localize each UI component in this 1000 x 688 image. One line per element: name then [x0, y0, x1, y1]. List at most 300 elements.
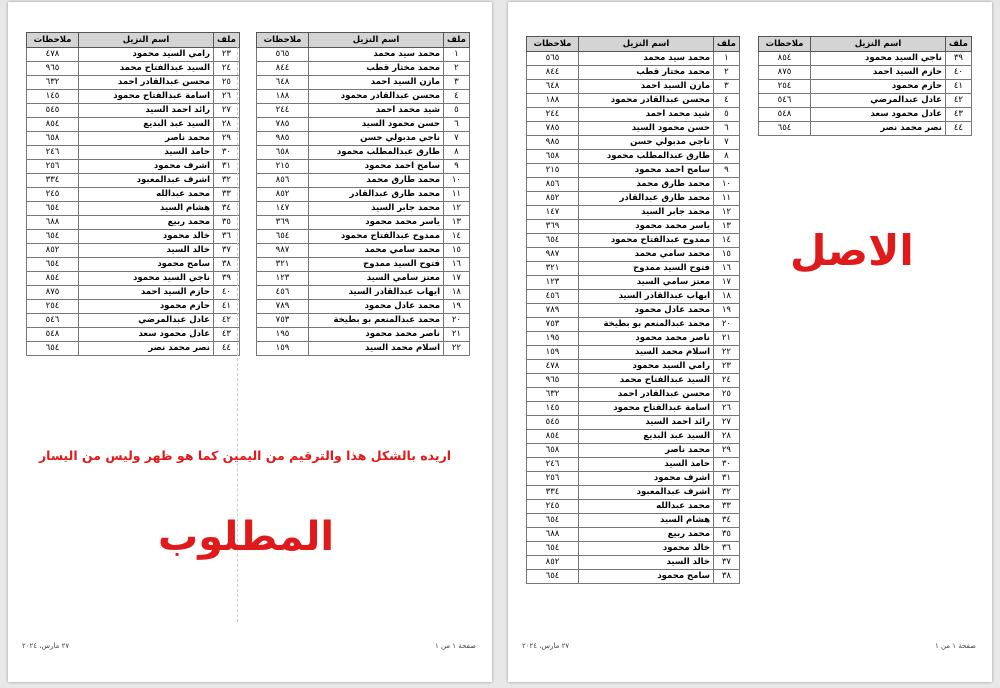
table-row [527, 192, 740, 206]
notes-cell: ٧٨٩ [527, 304, 579, 318]
notes-cell: ٢٥٤ [759, 80, 811, 94]
file-number-cell: ٣٠ [214, 146, 240, 160]
inmate-name-cell: محمد جابر السيد [309, 202, 444, 216]
file-number-cell: ٢٦ [714, 402, 740, 416]
file-number-cell: ٣٨ [214, 258, 240, 272]
table-row [257, 216, 470, 230]
inmate-name-cell: سامح محمود [79, 258, 214, 272]
notes-cell: ٨٥٢ [27, 244, 79, 258]
notes-cell: ٨٥٢ [257, 188, 309, 202]
table-row [759, 52, 972, 66]
notes-cell: ٨٥٤ [27, 272, 79, 286]
file-number-cell: ٤٠ [946, 66, 972, 80]
inmate-name-cell: حسن محمود السيد [309, 118, 444, 132]
inmate-name-cell: خالد محمود [79, 230, 214, 244]
notes-cell: ٦٥٤ [27, 202, 79, 216]
table-row [257, 230, 470, 244]
file-number-cell: ٤٤ [946, 122, 972, 136]
file-number-cell: ٣٦ [214, 230, 240, 244]
file-number-cell: ٣٢ [214, 174, 240, 188]
file-number-cell: ١٧ [444, 272, 470, 286]
header-file: ملف [714, 37, 740, 52]
table-row [527, 416, 740, 430]
file-number-cell: ٢١ [714, 332, 740, 346]
file-number-cell: ٢٨ [714, 430, 740, 444]
table-row [527, 556, 740, 570]
inmate-name-cell: محمد مختار قطب [309, 62, 444, 76]
notes-cell: ٦٨٨ [27, 216, 79, 230]
inmate-name-cell: السيد عبدالفتاح محمد [579, 374, 714, 388]
file-number-cell: ٩ [444, 160, 470, 174]
inmate-name-cell: حسن محمود السيد [579, 122, 714, 136]
notes-cell: ٩٦٥ [527, 374, 579, 388]
file-number-cell: ٣٩ [214, 272, 240, 286]
table-row [527, 290, 740, 304]
file-number-cell: ٢ [444, 62, 470, 76]
notes-cell: ٦٥٤ [257, 230, 309, 244]
notes-cell: ١٤٥ [27, 90, 79, 104]
file-number-cell: ٤ [444, 90, 470, 104]
table-row [257, 62, 470, 76]
file-number-cell: ٢٤ [714, 374, 740, 388]
notes-cell: ٤٧٨ [527, 360, 579, 374]
notes-cell: ٢٤٥ [27, 188, 79, 202]
inmate-name-cell: خالد السيد [579, 556, 714, 570]
table-row [527, 206, 740, 220]
notes-cell: ٨٧٥ [759, 66, 811, 80]
inmate-name-cell: ناصر محمد محمود [579, 332, 714, 346]
table-row [527, 332, 740, 346]
roster-table-39-44 [758, 36, 972, 136]
notes-cell: ٧٨٥ [527, 122, 579, 136]
file-number-cell: ٤٤ [214, 342, 240, 356]
notes-cell: ٦٥٤ [27, 342, 79, 356]
inmate-name-cell: رائد احمد السيد [79, 104, 214, 118]
table-row [257, 104, 470, 118]
notes-cell: ٣٣٤ [27, 174, 79, 188]
notes-cell: ١٨٨ [257, 90, 309, 104]
notes-cell: ٢٤٤ [527, 108, 579, 122]
notes-cell: ٩٨٧ [257, 244, 309, 258]
table-row [257, 188, 470, 202]
file-number-cell: ٣٢ [714, 486, 740, 500]
file-number-cell: ١١ [444, 188, 470, 202]
table-row [27, 244, 240, 258]
file-number-cell: ١ [714, 52, 740, 66]
notes-cell: ٩٦٥ [27, 62, 79, 76]
file-number-cell: ١٧ [714, 276, 740, 290]
notes-cell: ٦٥٨ [527, 444, 579, 458]
table-row [527, 108, 740, 122]
inmate-name-cell: محمد عبدالمنعم بو بطيخة [579, 318, 714, 332]
header-name: اسم النزيل [579, 37, 714, 52]
inmate-name-cell: هشام السيد [579, 514, 714, 528]
file-number-cell: ٣٣ [214, 188, 240, 202]
file-number-cell: ٢٧ [214, 104, 240, 118]
inmate-name-cell: اسلام محمد السيد [579, 346, 714, 360]
file-number-cell: ٤٢ [214, 314, 240, 328]
notes-cell: ٨٥٦ [527, 178, 579, 192]
inmate-name-cell: مازن السيد احمد [309, 76, 444, 90]
file-number-cell: ١٤ [444, 230, 470, 244]
notes-cell: ٢٥٦ [27, 160, 79, 174]
file-number-cell: ١٠ [714, 178, 740, 192]
inmate-name-cell: حامد السيد [579, 458, 714, 472]
inmate-name-cell: سامح احمد محمود [579, 164, 714, 178]
table-row [257, 286, 470, 300]
inmate-name-cell: عادل محمود سعد [79, 328, 214, 342]
file-number-cell: ٢٥ [714, 388, 740, 402]
table-row [527, 486, 740, 500]
inmate-name-cell: اشرف عبدالمعبود [579, 486, 714, 500]
table-row [257, 258, 470, 272]
notes-cell: ٢١٥ [257, 160, 309, 174]
notes-cell: ١٩٥ [257, 328, 309, 342]
notes-cell: ٦٥٨ [527, 150, 579, 164]
table-row [27, 174, 240, 188]
file-number-cell: ٢٩ [214, 132, 240, 146]
roster-table-1-38 [526, 36, 740, 584]
file-number-cell: ١٢ [444, 202, 470, 216]
table-row [527, 430, 740, 444]
inmate-name-cell: حازم محمود [79, 300, 214, 314]
table-row [527, 52, 740, 66]
header-file: ملف [214, 33, 240, 48]
notes-cell: ١٢٣ [527, 276, 579, 290]
table-row [27, 160, 240, 174]
table-header-row [257, 33, 470, 48]
inmate-name-cell: اشرف محمود [79, 160, 214, 174]
footer-page-number: صفحة ١ من ١ [934, 642, 976, 650]
notes-cell: ٢٥٤ [27, 300, 79, 314]
inmate-name-cell: ايهاب عبدالقادر السيد [579, 290, 714, 304]
notes-cell: ٣٦٩ [527, 220, 579, 234]
inmate-name-cell: سامح محمود [579, 570, 714, 584]
table-row [27, 202, 240, 216]
roster-table-1-22 [256, 32, 470, 356]
notes-cell: ١٨٨ [527, 94, 579, 108]
inmate-name-cell: محسن عبدالقادر محمود [309, 90, 444, 104]
notes-cell: ١٥٩ [257, 342, 309, 356]
table-row [527, 234, 740, 248]
table-row [257, 76, 470, 90]
file-number-cell: ٢٣ [214, 48, 240, 62]
notes-cell: ٤٥٦ [527, 290, 579, 304]
file-number-cell: ٣٤ [214, 202, 240, 216]
inmate-name-cell: اسامة عبدالفتاح محمود [579, 402, 714, 416]
footer-date: ٢٧ مارس، ٢٠٢٤ [22, 642, 70, 650]
inmate-name-cell: محسن عبدالقادر محمود [579, 94, 714, 108]
table-row [527, 570, 740, 584]
file-number-cell: ١٦ [444, 258, 470, 272]
file-number-cell: ٦ [714, 122, 740, 136]
notes-cell: ٧٥٣ [257, 314, 309, 328]
notes-cell: ٧٥٣ [527, 318, 579, 332]
file-number-cell: ٨ [714, 150, 740, 164]
table-row [257, 244, 470, 258]
notes-cell: ٥٤٥ [27, 104, 79, 118]
file-number-cell: ٣٦ [714, 542, 740, 556]
required-label: المطلوب [158, 514, 335, 560]
file-number-cell: ١ [444, 48, 470, 62]
notes-cell: ٨٧٥ [27, 286, 79, 300]
table-row [257, 174, 470, 188]
file-number-cell: ١٤ [714, 234, 740, 248]
notes-cell: ٢٥٦ [527, 472, 579, 486]
footer-page-number: صفحة ١ من ١ [434, 642, 476, 650]
file-number-cell: ٣٠ [714, 458, 740, 472]
file-number-cell: ٣٤ [714, 514, 740, 528]
table-row [527, 514, 740, 528]
notes-cell: ١٥٩ [527, 346, 579, 360]
inmate-name-cell: طارق عبدالمطلب محمود [579, 150, 714, 164]
header-file: ملف [946, 37, 972, 52]
inmate-name-cell: محمد ناصر [579, 444, 714, 458]
notes-cell: ٦٣٢ [527, 388, 579, 402]
notes-cell: ٢٤٦ [27, 146, 79, 160]
file-number-cell: ٣٥ [214, 216, 240, 230]
notes-cell: ٩٨٥ [527, 136, 579, 150]
notes-cell: ٦٥٤ [527, 514, 579, 528]
table-row [527, 318, 740, 332]
file-number-cell: ٣٧ [714, 556, 740, 570]
file-number-cell: ٤١ [946, 80, 972, 94]
notes-cell: ٣٣٤ [527, 486, 579, 500]
table-row [27, 146, 240, 160]
table-row [527, 276, 740, 290]
notes-cell: ٥٤٦ [759, 94, 811, 108]
notes-cell: ١٤٧ [527, 206, 579, 220]
notes-cell: ٢٤٥ [527, 500, 579, 514]
table-row [257, 328, 470, 342]
table-row [759, 80, 972, 94]
notes-cell: ١٢٣ [257, 272, 309, 286]
table-row [257, 90, 470, 104]
header-name: اسم النزيل [79, 33, 214, 48]
file-number-cell: ٤٢ [946, 94, 972, 108]
inmate-name-cell: خالد محمود [579, 542, 714, 556]
inmate-name-cell: محمد ربيع [579, 528, 714, 542]
table-row [257, 118, 470, 132]
file-number-cell: ٢٥ [214, 76, 240, 90]
inmate-name-cell: محمد عبدالله [579, 500, 714, 514]
inmate-name-cell: محمد سيد محمد [309, 48, 444, 62]
inmate-name-cell: اسلام محمد السيد [309, 342, 444, 356]
table-row [257, 342, 470, 356]
table-row [759, 108, 972, 122]
table-row [759, 94, 972, 108]
table-row [27, 76, 240, 90]
inmate-name-cell: رائد احمد السيد [579, 416, 714, 430]
table-row [27, 300, 240, 314]
table-row [27, 272, 240, 286]
table-row [527, 388, 740, 402]
table-row [527, 402, 740, 416]
table-row [759, 66, 972, 80]
file-number-cell: ١١ [714, 192, 740, 206]
file-number-cell: ٢٩ [714, 444, 740, 458]
notes-cell: ١٩٥ [527, 332, 579, 346]
instruction-text: اريده بالشكل هذا والترقيم من اليمين كما هو ظهر وليس من اليسار [38, 448, 452, 463]
table-row [527, 542, 740, 556]
notes-cell: ٩٨٧ [527, 248, 579, 262]
file-number-cell: ٥ [714, 108, 740, 122]
file-number-cell: ٤٣ [214, 328, 240, 342]
file-number-cell: ٢٢ [714, 346, 740, 360]
inmate-name-cell: طارق عبدالمطلب محمود [309, 146, 444, 160]
file-number-cell: ٤ [714, 94, 740, 108]
file-number-cell: ١٦ [714, 262, 740, 276]
file-number-cell: ١٣ [714, 220, 740, 234]
header-notes: ملاحظات [27, 33, 79, 48]
header-name: اسم النزيل [309, 33, 444, 48]
file-number-cell: ١٨ [444, 286, 470, 300]
file-number-cell: ٢٣ [714, 360, 740, 374]
notes-cell: ٦٥٤ [527, 234, 579, 248]
table-row [27, 104, 240, 118]
inmate-name-cell: اشرف محمود [579, 472, 714, 486]
notes-cell: ٥٤٨ [27, 328, 79, 342]
table-row [27, 258, 240, 272]
file-number-cell: ٣١ [214, 160, 240, 174]
inmate-name-cell: هشام السيد [79, 202, 214, 216]
inmate-name-cell: السيد عبد البديع [79, 118, 214, 132]
notes-cell: ٨٥٤ [27, 118, 79, 132]
inmate-name-cell: محمد عادل محمود [309, 300, 444, 314]
table-row [527, 500, 740, 514]
inmate-name-cell: ناصر محمد محمود [309, 328, 444, 342]
table-row [527, 220, 740, 234]
inmate-name-cell: مازن السيد احمد [579, 80, 714, 94]
file-number-cell: ٩ [714, 164, 740, 178]
file-number-cell: ٣٥ [714, 528, 740, 542]
table-row [27, 230, 240, 244]
file-number-cell: ١٥ [714, 248, 740, 262]
inmate-name-cell: محمد عبدالله [79, 188, 214, 202]
table-row [759, 122, 972, 136]
table-row [527, 458, 740, 472]
inmate-name-cell: معتز سامي السيد [579, 276, 714, 290]
roster-table-23-44 [26, 32, 240, 356]
inmate-name-cell: فتوح السيد ممدوح [309, 258, 444, 272]
table-row [257, 314, 470, 328]
inmate-name-cell: محمد مختار قطب [579, 66, 714, 80]
header-notes: ملاحظات [759, 37, 811, 52]
inmate-name-cell: ايهاب عبدالقادر السيد [309, 286, 444, 300]
table-row [27, 286, 240, 300]
inmate-name-cell: السيد عبدالفتاح محمد [79, 62, 214, 76]
table-row [527, 472, 740, 486]
notes-cell: ١٤٧ [257, 202, 309, 216]
table-header-row [527, 37, 740, 52]
inmate-name-cell: محمد طارق عبدالقادر [579, 192, 714, 206]
notes-cell: ٢٤٦ [527, 458, 579, 472]
file-number-cell: ٢٠ [444, 314, 470, 328]
file-number-cell: ٢ [714, 66, 740, 80]
file-number-cell: ٧ [714, 136, 740, 150]
notes-cell: ٥٤٥ [527, 416, 579, 430]
file-number-cell: ٢١ [444, 328, 470, 342]
file-number-cell: ٣١ [714, 472, 740, 486]
inmate-name-cell: محمد ناصر [79, 132, 214, 146]
table-row [257, 132, 470, 146]
table-header-row [759, 37, 972, 52]
notes-cell: ٨٥٢ [527, 556, 579, 570]
inmate-name-cell: محمد سيد محمد [579, 52, 714, 66]
inmate-name-cell: ممدوح عبدالفتاح محمود [579, 234, 714, 248]
file-number-cell: ٥ [444, 104, 470, 118]
notes-cell: ٥٤٨ [759, 108, 811, 122]
table-row [257, 160, 470, 174]
file-number-cell: ١٢ [714, 206, 740, 220]
inmate-name-cell: محمد طارق محمد [579, 178, 714, 192]
notes-cell: ١٤٥ [527, 402, 579, 416]
inmate-name-cell: محمد سامي محمد [309, 244, 444, 258]
inmate-name-cell: حازم السيد احمد [79, 286, 214, 300]
file-number-cell: ٧ [444, 132, 470, 146]
file-number-cell: ٤١ [214, 300, 240, 314]
table-row [527, 80, 740, 94]
inmate-name-cell: رامي السيد محمود [579, 360, 714, 374]
table-row [527, 150, 740, 164]
notes-cell: ٦٥٨ [27, 132, 79, 146]
table-row [27, 216, 240, 230]
notes-cell: ٣٢١ [257, 258, 309, 272]
table-row [27, 188, 240, 202]
table-row [257, 300, 470, 314]
inmate-name-cell: ياسر محمد محمود [309, 216, 444, 230]
table-row [527, 444, 740, 458]
header-notes: ملاحظات [527, 37, 579, 52]
inmate-name-cell: محمد طارق عبدالقادر [309, 188, 444, 202]
notes-cell: ٣٢١ [527, 262, 579, 276]
table-row [527, 94, 740, 108]
file-number-cell: ٢٠ [714, 318, 740, 332]
table-row [27, 132, 240, 146]
inmate-name-cell: فتوح السيد ممدوح [579, 262, 714, 276]
inmate-name-cell: عادل عبدالمرضي [79, 314, 214, 328]
file-number-cell: ١٩ [444, 300, 470, 314]
table-row [527, 164, 740, 178]
table-row [27, 90, 240, 104]
inmate-name-cell: ياسر محمد محمود [579, 220, 714, 234]
inmate-name-cell: حازم السيد احمد [811, 66, 946, 80]
file-number-cell: ٢٨ [214, 118, 240, 132]
inmate-name-cell: ناجي مدبولي حسن [579, 136, 714, 150]
notes-cell: ٧٨٩ [257, 300, 309, 314]
inmate-name-cell: محمد ربيع [79, 216, 214, 230]
table-row [527, 178, 740, 192]
notes-cell: ٥٦٥ [257, 48, 309, 62]
table-row [527, 304, 740, 318]
inmate-name-cell: محسن عبدالقادر احمد [79, 76, 214, 90]
inmate-name-cell: محمد عبدالمنعم بو بطيخة [309, 314, 444, 328]
file-number-cell: ٣ [444, 76, 470, 90]
header-name: اسم النزيل [811, 37, 946, 52]
inmate-name-cell: ممدوح عبدالفتاح محمود [309, 230, 444, 244]
file-number-cell: ٢٢ [444, 342, 470, 356]
inmate-name-cell: ناجي السيد محمود [811, 52, 946, 66]
table-row [527, 262, 740, 276]
inmate-name-cell: نصر محمد نصر [79, 342, 214, 356]
notes-cell: ٨٥٤ [527, 430, 579, 444]
notes-cell: ٦٥٤ [759, 122, 811, 136]
inmate-name-cell: عادل عبدالمرضي [811, 94, 946, 108]
table-row [527, 122, 740, 136]
inmate-name-cell: شيد محمد احمد [309, 104, 444, 118]
notes-cell: ٦٥٤ [27, 230, 79, 244]
header-file: ملف [444, 33, 470, 48]
